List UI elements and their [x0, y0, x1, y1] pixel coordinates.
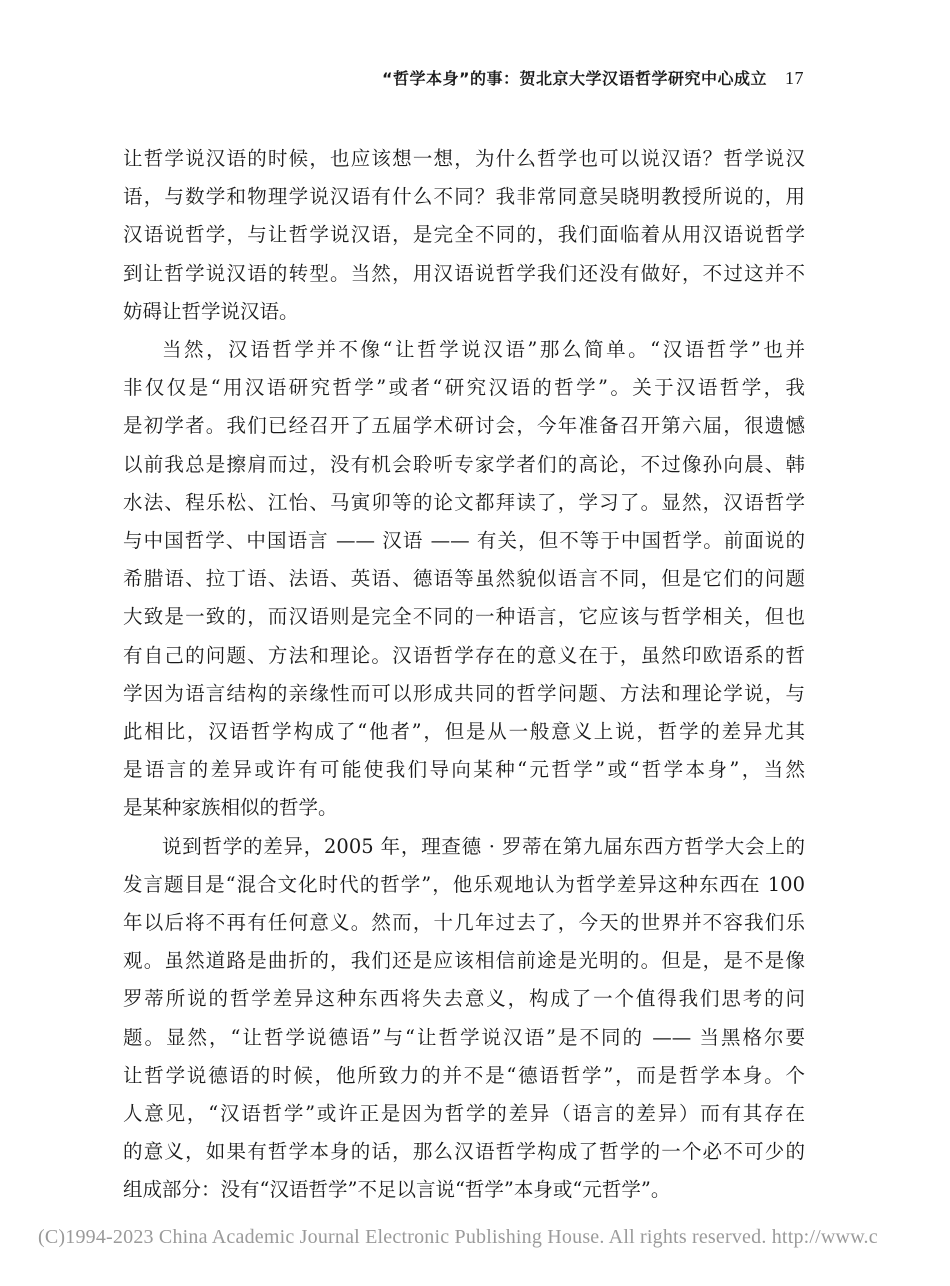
text-line: 希腊语、拉丁语、法语、英语、德语等虽然貌似语言不同，但是它们的问题	[123, 567, 805, 591]
text-line: 是语言的差异或许有可能使我们导向某种“元哲学”或“哲学本身”，当然	[123, 758, 805, 782]
text-line: 此相比，汉语哲学构成了“他者”，但是从一般意义上说，哲学的差异尤其	[123, 720, 805, 744]
running-title: “哲学本身”的事：贺北京大学汉语哲学研究中心成立	[381, 69, 767, 88]
text-line: 学因为语言结构的亲缘性而可以形成共同的哲学问题、方法和理论学说，与	[123, 681, 805, 705]
text-line: 观。虽然道路是曲折的，我们还是应该相信前途是光明的。但是，是不是像	[123, 949, 805, 973]
text-line: 语，与数学和物理学说汉语有什么不同？我非常同意吴晓明教授所说的，用	[123, 185, 805, 209]
text-line: 组成部分：没有“汉语哲学”不足以言说“哲学”本身或“元哲学”。	[123, 1178, 671, 1202]
text-line: 汉语说哲学，与让哲学说汉语，是完全不同的，我们面临着从用汉语说哲学	[123, 223, 805, 247]
text-line: 大致是一致的，而汉语则是完全不同的一种语言，它应该与哲学相关，但也	[123, 605, 805, 629]
text-line: 非仅仅是“用汉语研究哲学”或者“研究汉语的哲学”。关于汉语哲学，我	[123, 376, 805, 400]
text-line: 的意义，如果有哲学本身的话，那么汉语哲学构成了哲学的一个必不可少的	[123, 1140, 805, 1164]
paragraph	[123, 140, 805, 331]
copyright-notice: (C)1994-2023 China Academic Journal Electronic Publishing House. All rights reserved. http://www.c	[38, 1226, 878, 1248]
article-body	[123, 140, 805, 1210]
text-line: 说到哲学的差异，2005 年，理查德 · 罗蒂在第九届东西方哲学大会上的	[162, 834, 805, 858]
text-line: 到让哲学说汉语的转型。当然，用汉语说哲学我们还没有做好，不过这并不	[123, 261, 805, 285]
text-line: 年以后将不再有任何意义。然而，十几年过去了，今天的世界并不容我们乐	[123, 911, 805, 935]
text-line: 以前我总是擦肩而过，没有机会聆听专家学者们的高论，不过像孙向晨、韩	[123, 452, 805, 476]
paragraph	[123, 331, 805, 828]
text-line: 是某种家族相似的哲学。	[123, 796, 338, 820]
text-line: 有自己的问题、方法和理论。汉语哲学存在的意义在于，虽然印欧语系的哲	[123, 643, 805, 667]
text-line: 让哲学说汉语的时候，也应该想一想，为什么哲学也可以说汉语？哲学说汉	[123, 147, 805, 170]
text-line: 题。显然，“让哲学说德语”与“让哲学说汉语”是不同的 —— 当黑格尔要	[123, 1025, 805, 1049]
text-line: 妨碍让哲学说汉语。	[123, 299, 299, 323]
running-header	[382, 66, 804, 91]
paragraph	[123, 828, 805, 1210]
text-line: 发言题目是“混合文化时代的哲学”，他乐观地认为哲学差异这种东西在 100	[123, 872, 805, 896]
text-line: 水法、程乐松、江怡、马寅卯等的论文都拜读了，学习了。显然，汉语哲学	[123, 490, 805, 514]
page-number: 17	[785, 68, 804, 88]
text-line: 让哲学说德语的时候，他所致力的并不是“德语哲学”，而是哲学本身。个	[123, 1063, 805, 1087]
text-line: 是初学者。我们已经召开了五届学术研讨会，今年准备召开第六届，很遗憾	[123, 414, 805, 438]
text-line: 当然，汉语哲学并不像“让哲学说汉语”那么简单。“汉语哲学”也并	[162, 338, 805, 362]
text-line: 人意见，“汉语哲学”或许正是因为哲学的差异（语言的差异）而有其存在	[123, 1102, 805, 1126]
text-line: 罗蒂所说的哲学差异这种东西将失去意义，构成了一个值得我们思考的问	[123, 987, 805, 1011]
text-line: 与中国哲学、中国语言 —— 汉语 —— 有关，但不等于中国哲学。前面说的	[123, 529, 805, 553]
